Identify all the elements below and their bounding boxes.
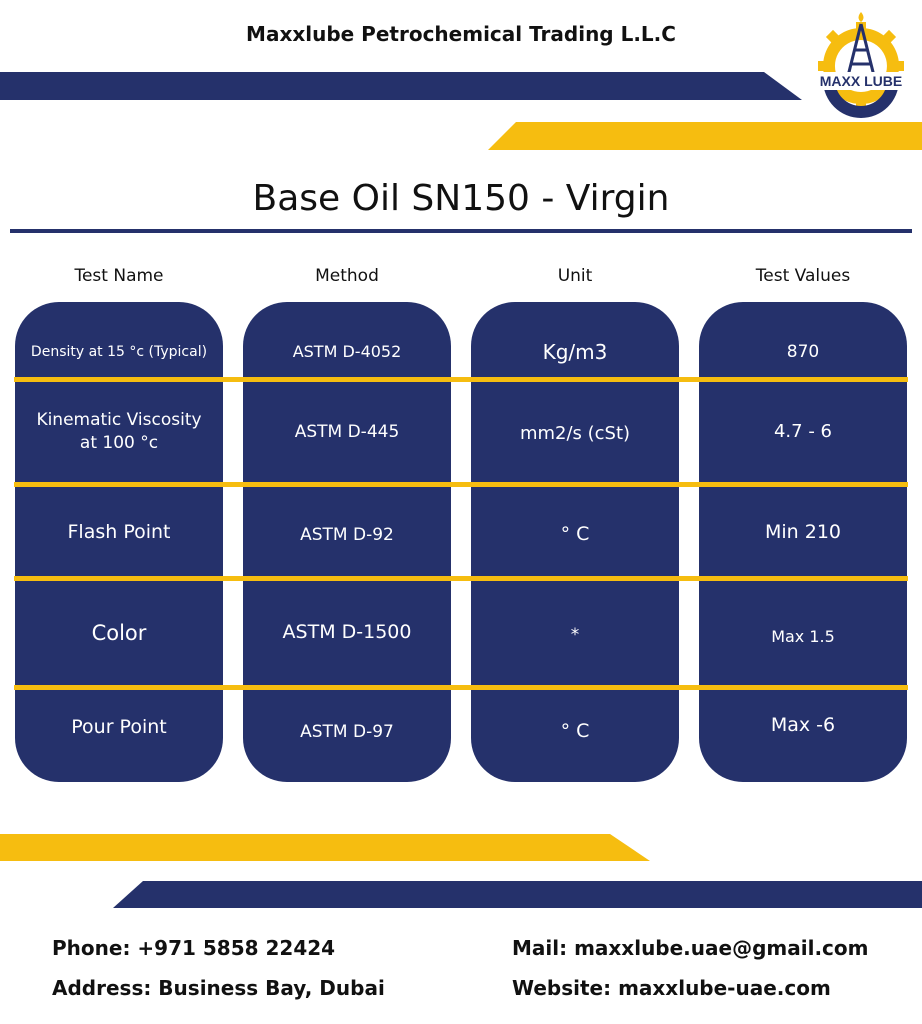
company-name: Maxxlube Petrochemical Trading L.L.C xyxy=(246,22,676,46)
table-cell-test-name: Pour Point xyxy=(71,716,167,739)
table-cell-method: ASTM D-92 xyxy=(300,524,394,545)
page-title: Base Oil SN150 - Virgin xyxy=(252,178,670,219)
column-header-test-values: Test Values xyxy=(755,266,851,286)
footer-mail: Mail: maxxlube.uae@gmail.com xyxy=(512,936,869,960)
table-cell-unit: ° C xyxy=(560,720,590,743)
table-cell-unit: Kg/m3 xyxy=(542,339,608,364)
table-cell-test-value: Min 210 xyxy=(764,521,842,544)
footer-website: Website: maxxlube-uae.com xyxy=(512,976,831,1000)
table-cell-test-value: 4.7 - 6 xyxy=(773,420,833,442)
table-cell-method: ASTM D-1500 xyxy=(282,621,412,644)
table-cell-unit: mm2/s (cSt) xyxy=(519,422,631,444)
table-cell-test-name: Kinematic Viscosity at 100 °c xyxy=(36,410,202,453)
table-cell-method: ASTM D-97 xyxy=(300,721,394,742)
footer-address: Address: Business Bay, Dubai xyxy=(52,976,385,1000)
table-cell-test-value: Max -6 xyxy=(770,714,836,737)
column-header-unit: Unit xyxy=(557,266,593,286)
column-header-test-name: Test Name xyxy=(74,266,164,286)
table-cell-method: ASTM D-4052 xyxy=(292,342,402,362)
title-divider xyxy=(10,229,912,233)
table-cell-unit: * xyxy=(570,624,580,645)
footer-navy-stripe xyxy=(113,881,922,908)
table-cell-unit: ° C xyxy=(560,523,590,546)
logo-text: MAXX LUBE xyxy=(819,73,903,89)
header-yellow-stripe xyxy=(488,122,922,150)
header-navy-stripe xyxy=(0,72,802,100)
table-cell-test-name: Flash Point xyxy=(67,521,171,544)
footer-yellow-stripe xyxy=(0,834,650,861)
table-cell-test-name: Color xyxy=(91,620,147,645)
column-header-method: Method xyxy=(315,266,379,286)
table-cell-method: ASTM D-445 xyxy=(294,421,400,442)
table-cell-test-name: Density at 15 °c (Typical) xyxy=(30,343,208,360)
table-cell-test-value: 870 xyxy=(786,341,820,362)
footer-phone: Phone: +971 5858 22424 xyxy=(52,936,336,960)
table-cell-test-value: Max 1.5 xyxy=(771,627,835,647)
maxx-lube-logo xyxy=(808,10,914,120)
